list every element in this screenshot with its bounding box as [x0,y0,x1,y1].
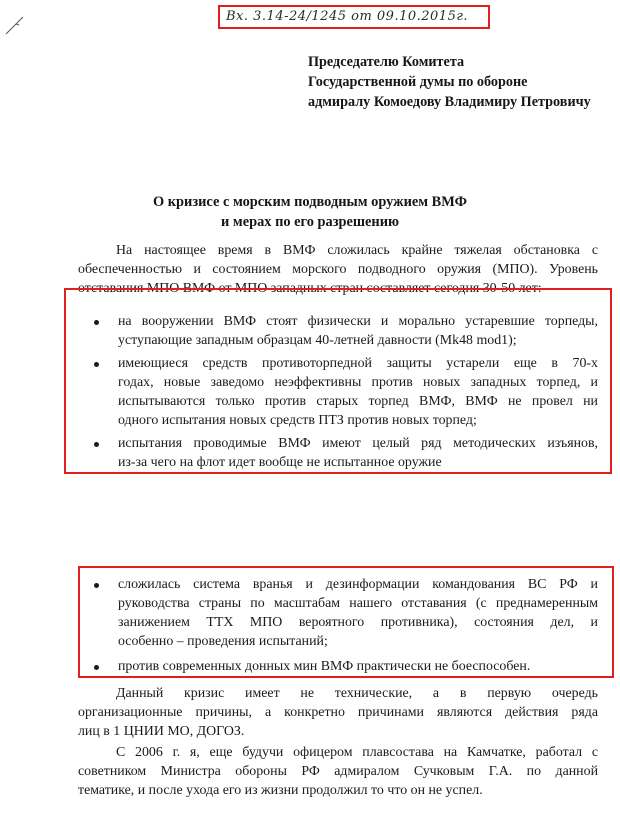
bullet-icon [94,362,99,367]
list-item-line: на вооружении ВМФ стоят физически и морально устаревшие торпеды, [118,314,598,329]
registration-note-text: Вх. 3.14-24/1245 от 09.10.2015г. [226,9,469,24]
list-item-line: испытываются только против старых торпед ВМФ, ВМФ не провел ни [118,394,598,409]
bullet-icon [94,583,99,588]
bullet-icon [94,665,99,670]
bullet-list-top [88,312,598,476]
list-item [88,575,598,651]
list-item [88,354,598,430]
paragraph-line: Данный кризис имеет не технические, а в первую очередь [116,686,598,701]
registration-stamp [218,5,490,29]
list-item-line: испытания проводимые ВМФ имеют целый ряд методических изъянов, [118,436,598,451]
document-title [0,192,620,232]
crisis-paragraph [78,684,598,741]
addressee-line: Государственной думы по обороне [308,74,528,90]
paragraph-line: тематике, и после ухода его из жизни продолжил то что он не успел. [78,783,483,798]
list-item-line: одного испытания новых средств ПТЗ против новых торпед; [118,413,477,428]
addressee-line: Председателю Комитета [308,54,465,70]
paragraph-line: обеспеченностью и состоянием морского подводного оружия (МПО). Уровень [78,262,598,277]
margin-pen-mark [4,14,26,36]
list-item [88,434,598,472]
paragraph-line: советником Министра обороны РФ адмиралом Сучковым Г.А. по данной [78,764,598,779]
bullet-list-bottom [88,575,598,682]
list-item-line: против современных донных мин ВМФ практически не боеспособен. [118,659,531,674]
addressee-block [308,52,591,112]
title-line: О кризисе с морским подводным оружием ВМФ [152,194,468,210]
paragraph-line: лиц в 1 ЦНИИ МО, ДОГОЗ. [78,724,245,739]
bullet-icon [94,320,99,325]
list-item [88,657,598,676]
paragraph-line: С 2006 г. я, еще будучи офицером плавсостава на Камчатке, работал с [116,745,598,760]
list-item-line: годах, новые заведомо неэффективны против новых западных торпед, и [118,375,598,390]
list-item-line: руководства страны по масштабам нашего отставания (с преднамеренным [118,596,598,611]
list-item-line: уступающие западным образцам 40-летней давности (Mk48 mod1); [118,333,517,348]
list-item-line: имеющиеся средств противоторпедной защиты устарели еще в 70-х [118,356,598,371]
addressee-line: адмиралу Комоедову Владимиру Петровичу [308,94,591,110]
list-item-line: особенно – проведения испытаний; [118,634,328,649]
paragraph-line: отставания МПО ВМФ от МПО западных стран составляет сегодня 30-50 лет: [78,281,542,296]
title-line: и мерах по его разрешению [221,214,399,230]
list-item [88,312,598,350]
bullet-icon [94,442,99,447]
paragraph-line: На настоящее время в ВМФ сложилась крайне тяжелая обстановка с [116,243,598,258]
list-item-line: сложилась система вранья и дезинформации командования ВС РФ и [118,577,598,592]
paragraph-line: организационные причины, а конкретно причинами являются действия ряда [78,705,598,720]
list-item-line: из-за чего на флот идет вообще не испытанное оружие [118,455,442,470]
history-paragraph [78,743,598,800]
list-item-line: занижением ТТХ МПО вероятного противника), состояния дел, и [118,615,598,630]
